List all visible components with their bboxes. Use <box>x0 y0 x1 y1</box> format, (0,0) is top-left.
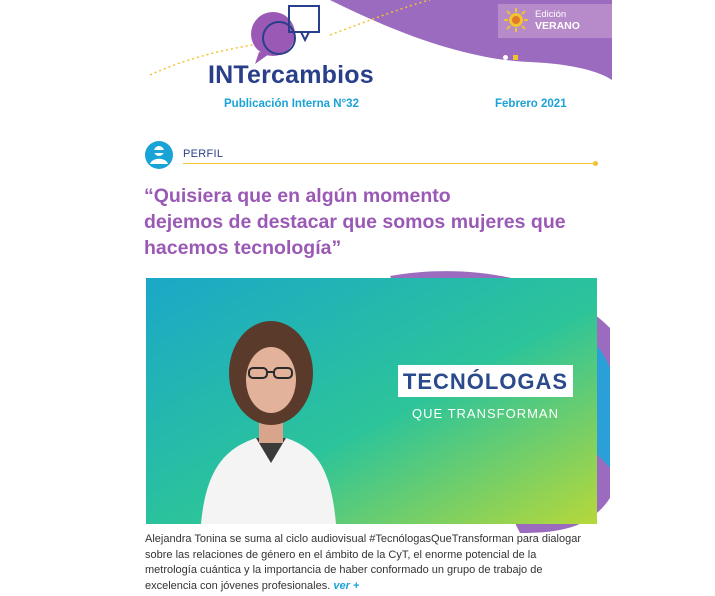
article-description <box>145 532 600 594</box>
dot-indicator <box>503 55 508 60</box>
article-photo[interactable] <box>146 278 597 524</box>
desc-line: metrología cuántica y la importancia de haber conformado un grupo de trabajo de <box>145 564 543 576</box>
edition-label: Edición <box>535 9 567 20</box>
edition-season: VERANO <box>535 20 580 32</box>
dot-indicator <box>513 55 518 60</box>
speech-bubbles-icon <box>245 2 325 67</box>
banner-subtitle: QUE TRANSFORMAN <box>412 406 559 421</box>
profile-icon <box>144 140 174 170</box>
banner-title: TECNÓLOGAS <box>402 369 569 394</box>
desc-line: sobre las relaciones de género en el ámbito de la CyT, el enorme potencial de la <box>145 548 537 561</box>
brand-title: INTercambios <box>208 61 374 89</box>
desc-line-text: excelencia con jóvenes profesionales. <box>145 579 331 592</box>
section-divider <box>183 163 595 164</box>
publication-number: Publicación Interna N°32 <box>224 98 359 110</box>
sun-icon <box>504 8 528 32</box>
section-label: PERFIL <box>183 148 224 160</box>
desc-line <box>145 579 600 595</box>
divider-dot <box>593 161 598 166</box>
desc-line: Alejandra Tonina se suma al ciclo audiovisual #TecnólogasQueTransforman para dialogar <box>145 533 581 545</box>
headline-line: dejemos de destacar que somos mujeres que <box>144 211 566 233</box>
read-more-link[interactable]: ver + <box>333 579 360 592</box>
article-headline <box>144 183 604 261</box>
page-dots <box>503 47 523 65</box>
headline-line: hacemos tecnología” <box>144 237 342 259</box>
publication-date: Febrero 2021 <box>495 98 567 110</box>
headline-line: “Quisiera que en algún momento <box>144 185 451 207</box>
